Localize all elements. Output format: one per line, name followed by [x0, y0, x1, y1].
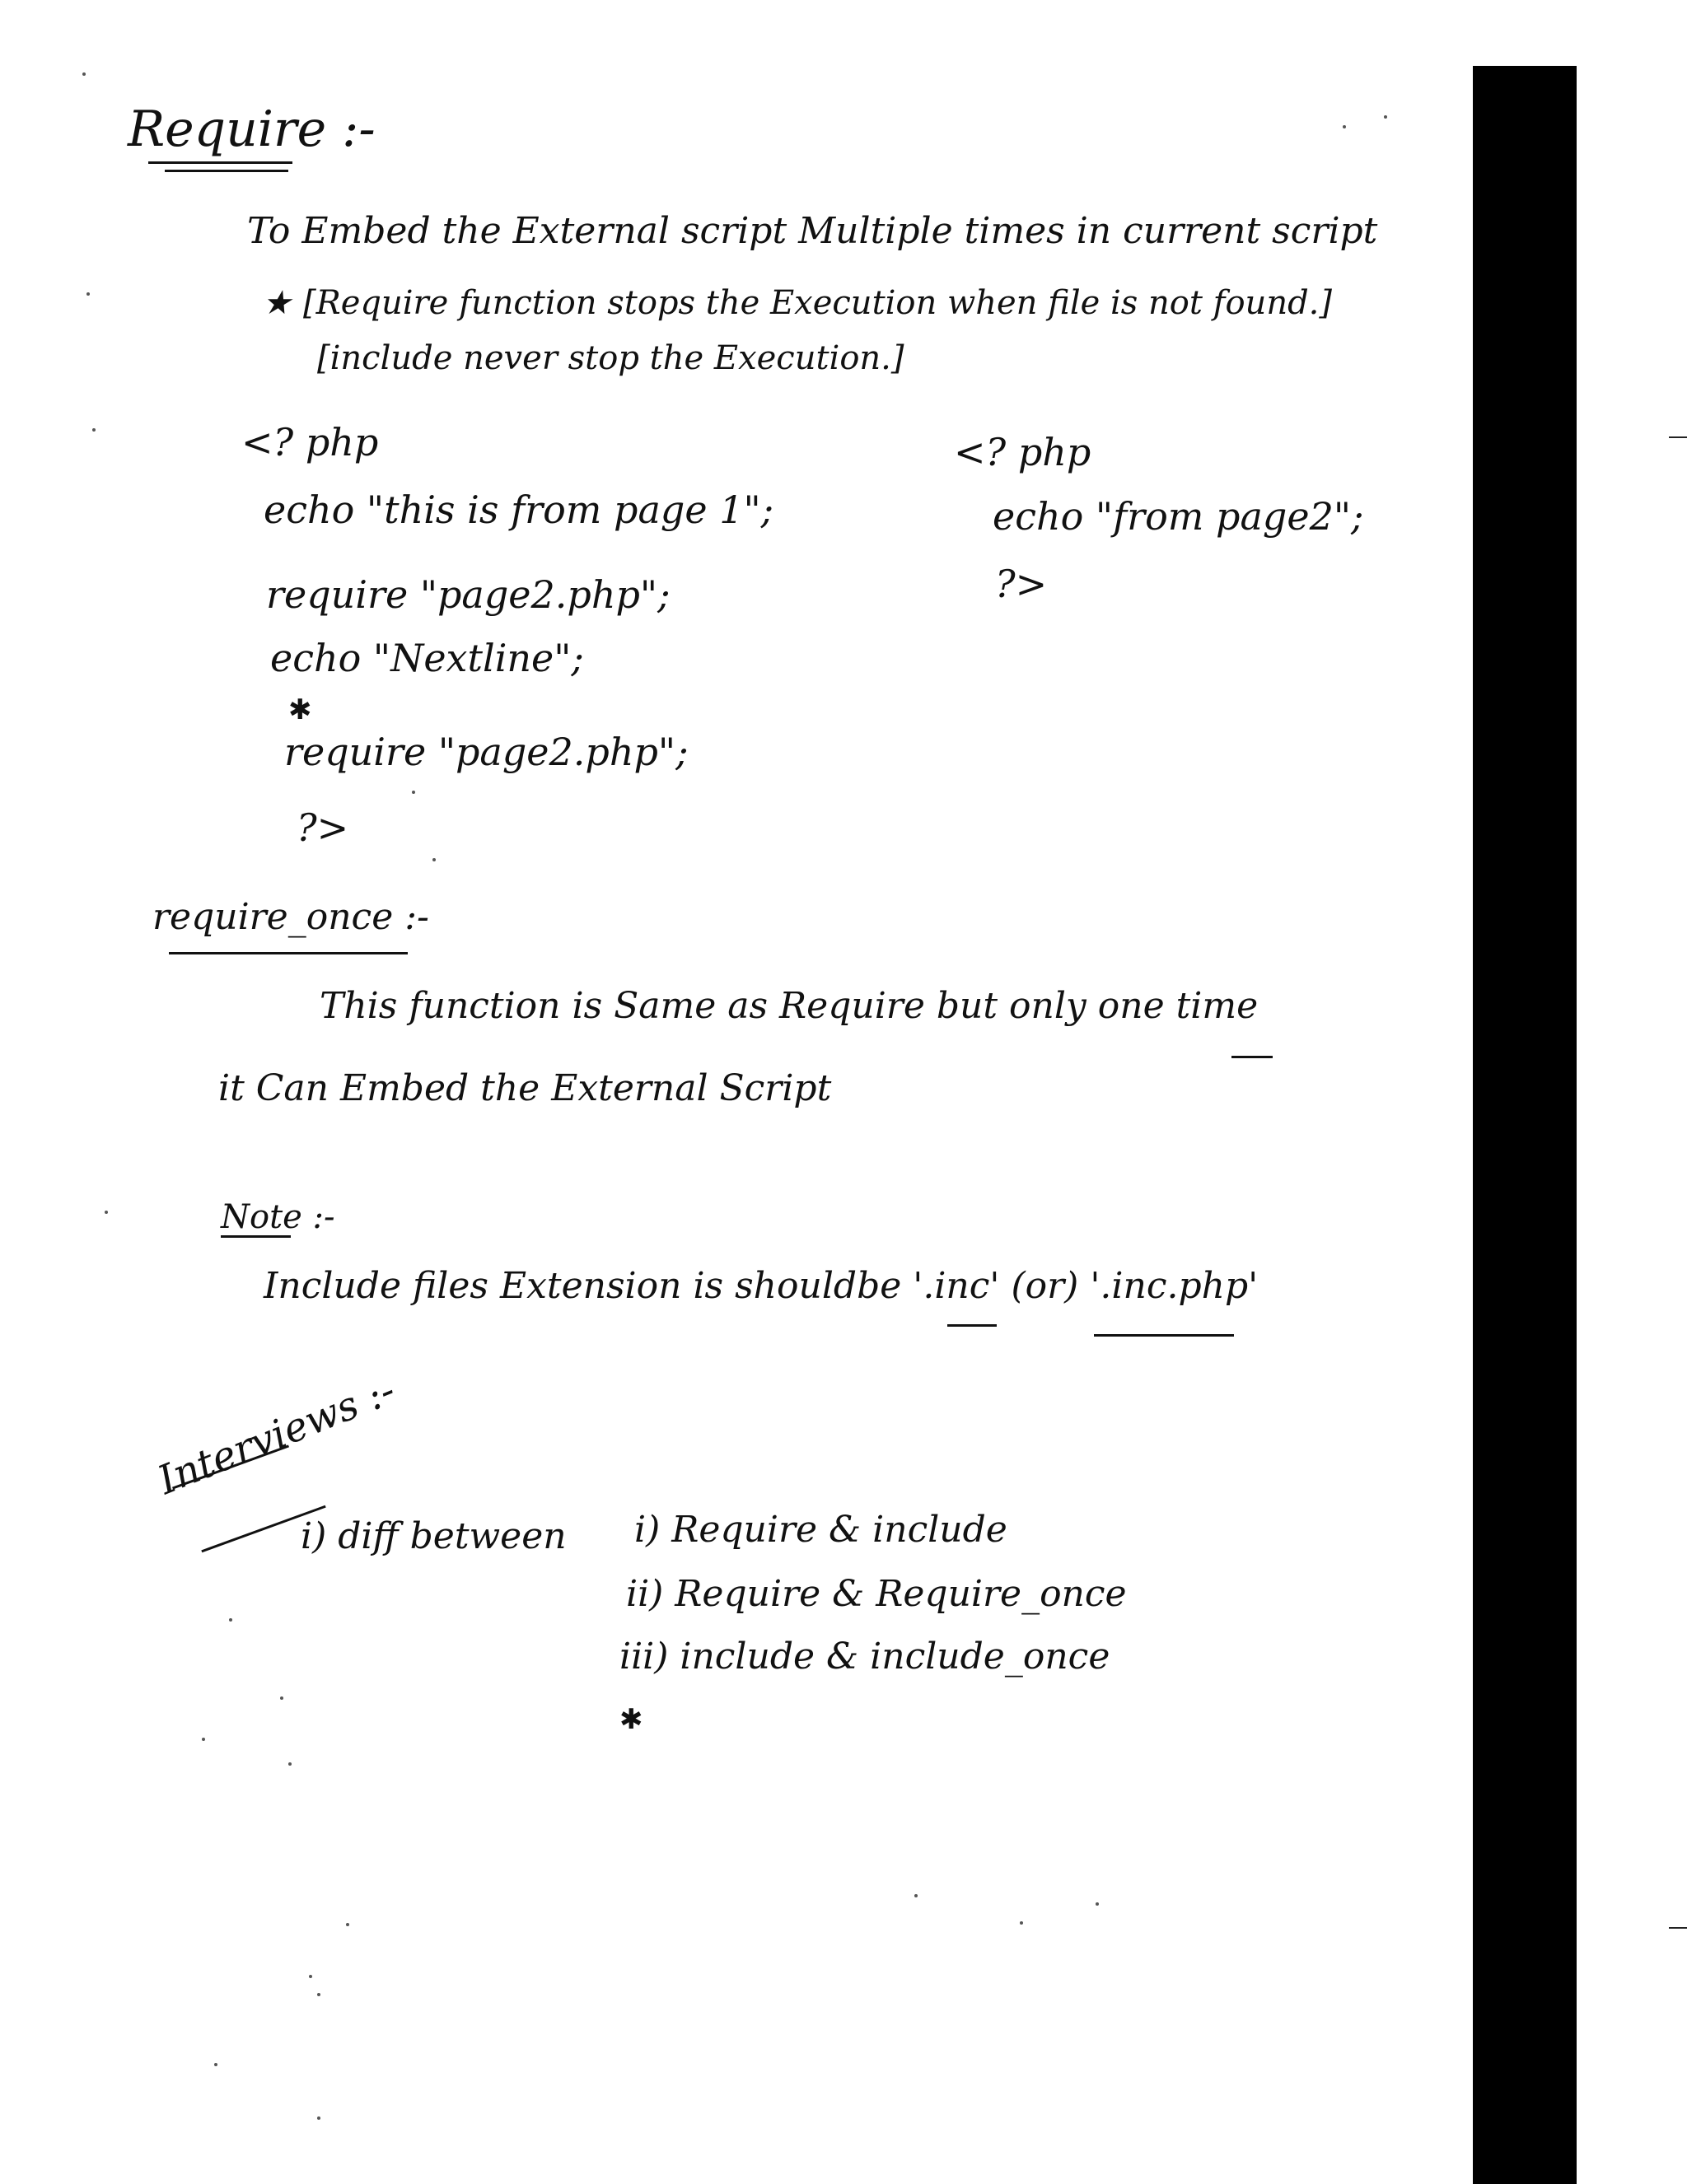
scribble-mark: ✱ [619, 1703, 643, 1736]
word-underline [1231, 1056, 1273, 1058]
require-heading: Require :- [128, 100, 376, 158]
interviews-heading: Interviews :- [152, 1366, 402, 1504]
word-underline [1094, 1334, 1234, 1337]
code-left-line-6: ?> [297, 805, 349, 850]
scribble-mark: ✱ [288, 693, 312, 726]
scan-speck [214, 2063, 217, 2066]
scan-edge-mark [1669, 436, 1687, 438]
require-note: [Require function stops the Execution when file is not found.] [303, 284, 1333, 322]
scan-speck [914, 1894, 918, 1897]
note-text: Include files Extension is shouldbe '.inc' (or) '.inc.php' [264, 1265, 1259, 1307]
code-right-line-2: echo "from page2"; [993, 494, 1364, 539]
scan-speck [82, 72, 86, 76]
scan-edge-shadow [1473, 66, 1577, 2184]
code-left-line-1: <? php [241, 420, 379, 464]
heading-underline [165, 170, 288, 172]
scan-speck [86, 292, 90, 296]
star-mark: ★ [262, 284, 292, 322]
include-note: [include never stop the Execution.] [317, 339, 904, 377]
code-right-line-1: <? php [954, 430, 1091, 474]
scan-speck [280, 1696, 283, 1700]
scan-speck [1020, 1921, 1023, 1925]
scan-speck [309, 1975, 312, 1978]
note-heading: Note :- [221, 1198, 335, 1236]
scan-speck [105, 1211, 108, 1214]
scan-speck [229, 1618, 232, 1622]
scan-speck [1343, 125, 1346, 128]
require-once-line-1: This function is Same as Require but only one time [320, 985, 1259, 1027]
interview-item-2: ii) Require & Require_once [626, 1573, 1127, 1615]
interview-item-1: i) Require & include [634, 1509, 1007, 1551]
code-left-line-4: echo "Nextline"; [270, 636, 584, 680]
scan-speck [1096, 1902, 1099, 1906]
heading-underline [169, 952, 408, 954]
interview-item-3: iii) include & include_once [619, 1636, 1110, 1678]
require-once-heading: require_once :- [152, 896, 429, 938]
scan-speck [317, 1993, 320, 1996]
scan-edge-mark [1669, 1927, 1687, 1929]
heading-underline [148, 161, 292, 164]
scan-speck [412, 791, 415, 794]
scan-speck [288, 1762, 292, 1766]
code-left-line-5: require "page2.php"; [284, 730, 689, 774]
scan-speck [202, 1738, 205, 1741]
scan-speck [92, 428, 96, 432]
word-underline [947, 1324, 997, 1327]
require-once-line-2: it Can Embed the External Script [218, 1067, 832, 1109]
scan-speck [317, 2116, 320, 2120]
code-left-line-3: require "page2.php"; [266, 572, 671, 617]
scan-speck [346, 1923, 349, 1926]
scan-speck [432, 858, 436, 861]
interview-question: i) diff between [301, 1515, 567, 1557]
heading-underline [221, 1235, 291, 1238]
require-description: To Embed the External script Multiple times in current script [247, 210, 1378, 252]
code-right-line-3: ?> [995, 562, 1048, 606]
code-left-line-2: echo "this is from page 1"; [264, 488, 774, 532]
scan-speck [1384, 115, 1387, 119]
